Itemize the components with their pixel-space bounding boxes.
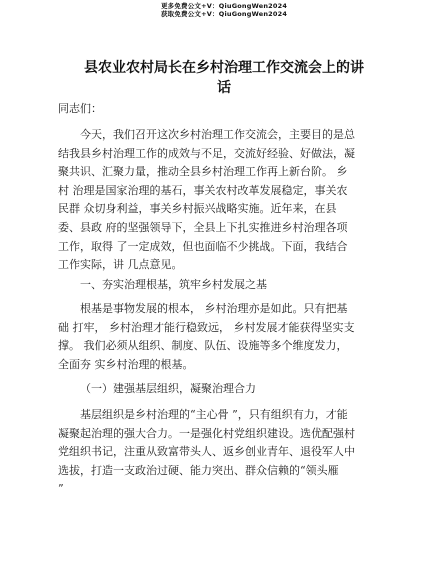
title-line-2: 话	[217, 80, 231, 96]
watermark-line-2: 获取免费公文+V：QiuGongWen2024	[160, 10, 288, 18]
section-heading-1: 一、夯实治理根基，筑牢乡村发展之基	[80, 278, 267, 291]
paragraph-3-line: 凝聚起治理的强大合力。一是强化村党组织建设。选优配强村	[58, 426, 355, 440]
paragraph-3	[58, 406, 392, 499]
paragraph-3-line: 基层组织是乡村治理的“主心骨 ”，只有组织有力，才能	[80, 408, 348, 421]
watermark-line-1: 更多免费公文+V：QiuGongWen2024	[160, 2, 288, 10]
paragraph-1-line: 今天，我们召开这次乡村治理工作交流会，主要目的是总	[80, 128, 355, 141]
document-title	[50, 58, 398, 98]
paragraph-1-line: 结我县乡村治理工作的成效与不足，交流好经验、好做法，凝	[58, 146, 355, 160]
paragraph-1-line: 聚共识、汇聚力量，推动全县乡村治理工作再上新台阶。 乡	[58, 165, 348, 179]
paragraph-1-line: 民群 众切身利益，事关乡村振兴战略实施。近年来，在县	[58, 202, 337, 216]
title-line-1: 县农业农村局长在乡村治理工作交流会上的讲	[84, 60, 364, 76]
paragraph-1-line: 村 治理是国家治理的基石，事关农村改革发展稳定，事关农	[58, 183, 348, 197]
paragraph-3-line: 党组织书记，注重从致富带头人、返乡创业青年、退役军人中	[58, 445, 355, 459]
paragraph-1-line: 委、县政 府的坚强领导下，全县上下扎实推进乡村治理各项	[58, 220, 348, 234]
subsection-heading-1: （一）建强基层组织，凝聚治理合力	[80, 382, 256, 395]
paragraph-1-line: 工作，取得 了一定成效，但也面临不少挑战。下面，我结合	[58, 239, 348, 253]
paragraph-2	[58, 300, 392, 374]
paragraph-3-line: 选拔，打造一支政治过硬、能力突出、群众信赖的“领头雁	[58, 463, 339, 477]
paragraph-1-line: 工作实际，讲 几点意见。	[58, 258, 183, 272]
paragraph-2-line: 撑。 我们必须从组织、制度、队伍、设施等多个维度发力，	[58, 339, 348, 353]
paragraph-1	[58, 126, 392, 275]
paragraph-2-line: 根基是事物发展的根本， 乡村治理亦是如此。只有把基	[80, 302, 348, 315]
paragraph-2-line: 全面夯 实乡村治理的根基。	[58, 357, 194, 371]
greeting: 同志们：	[58, 102, 102, 115]
paragraph-3-line: ”	[58, 482, 64, 496]
paragraph-2-line: 础 打牢， 乡村治理才能行稳致远， 乡村发展才能获得坚实支	[58, 320, 355, 334]
